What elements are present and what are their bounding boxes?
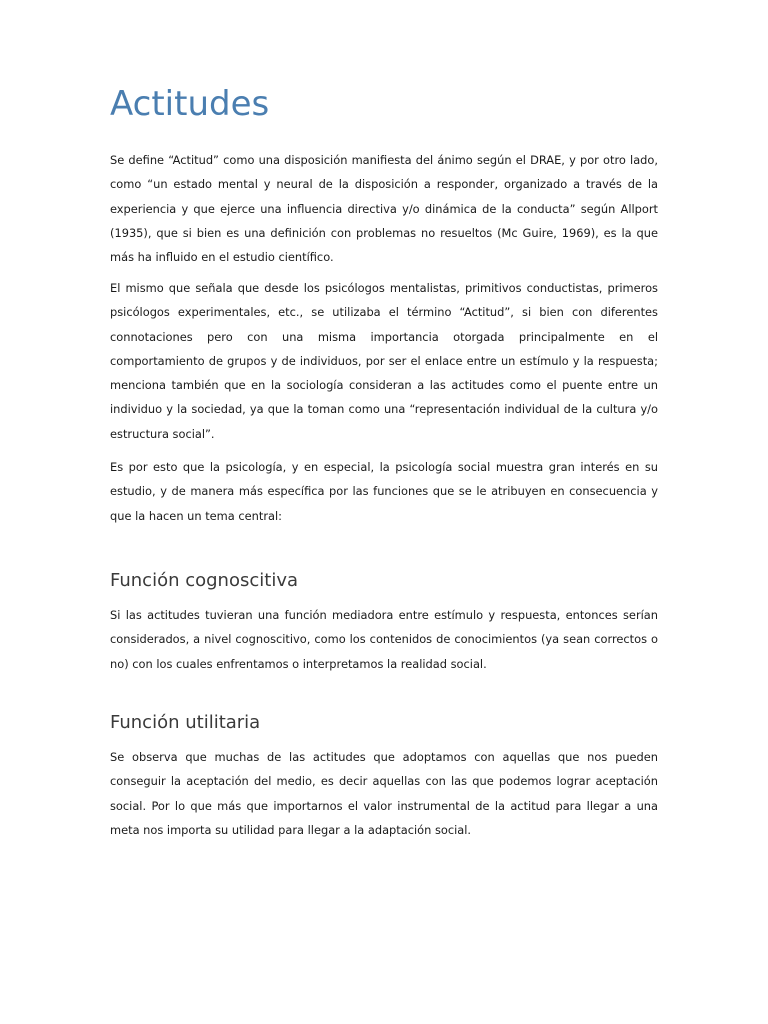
intro-paragraph: Se define “Actitud” como una disposición manifiesta del ánimo según el DRAE, y por otro lado, como “un estado mental y neural de la disposición a responder, organizado a través de la experiencia y que ejerce una influencia directiva y/o dinámica de la conducta” según Allport (1935), que si bien es una definición con problemas no resueltos (Mc Guire, 1969), es la que más ha influido en el estudio científico.: [110, 153, 658, 265]
section-heading-utilitaria: Función utilitaria: [110, 712, 261, 733]
section-text-cognoscitiva: Si las actitudes tuvieran una función mediadora entre estímulo y respuesta, entonces serían considerados, a nivel cognoscitivo, como los contenidos de conocimientos (ya sean correctos o no) con los cuales enfrentamos o interpretamos la realidad social.: [110, 608, 658, 671]
context-paragraph: El mismo que señala que desde los psicólogos mentalistas, primitivos conductistas, primeros psicólogos experimentales, etc., se utilizaba el término “Actitud”, si bien con diferentes connotaciones pero con una misma importancia otorgada principalmente en el comportamiento de grupos y de individuos, por ser el enlace entre un estímulo y la respuesta; menciona también que en la sociología consideran a las actitudes como el puente entre un individuo y la sociedad, ya que la toman como una “representación individual de la cultura y/o estructura social”.: [110, 281, 658, 441]
section-text-utilitaria: Se observa que muchas de las actitudes que adoptamos con aquellas que nos pueden conseguir la aceptación del medio, es decir aquellas con las que podemos lograr aceptación social. Por lo que más que importarnos el valor instrumental de la actitud para llegar a una meta nos importa su utilidad para llegar a la adaptación social.: [110, 750, 658, 837]
section-heading-cognoscitiva: Función cognoscitiva: [110, 570, 298, 591]
document-title: Actitudes: [110, 84, 270, 124]
interest-paragraph: Es por esto que la psicología, y en especial, la psicología social muestra gran interés en su estudio, y de manera más específica por las funciones que se le atribuyen en consecuencia y que la hacen un tema central:: [110, 460, 658, 523]
